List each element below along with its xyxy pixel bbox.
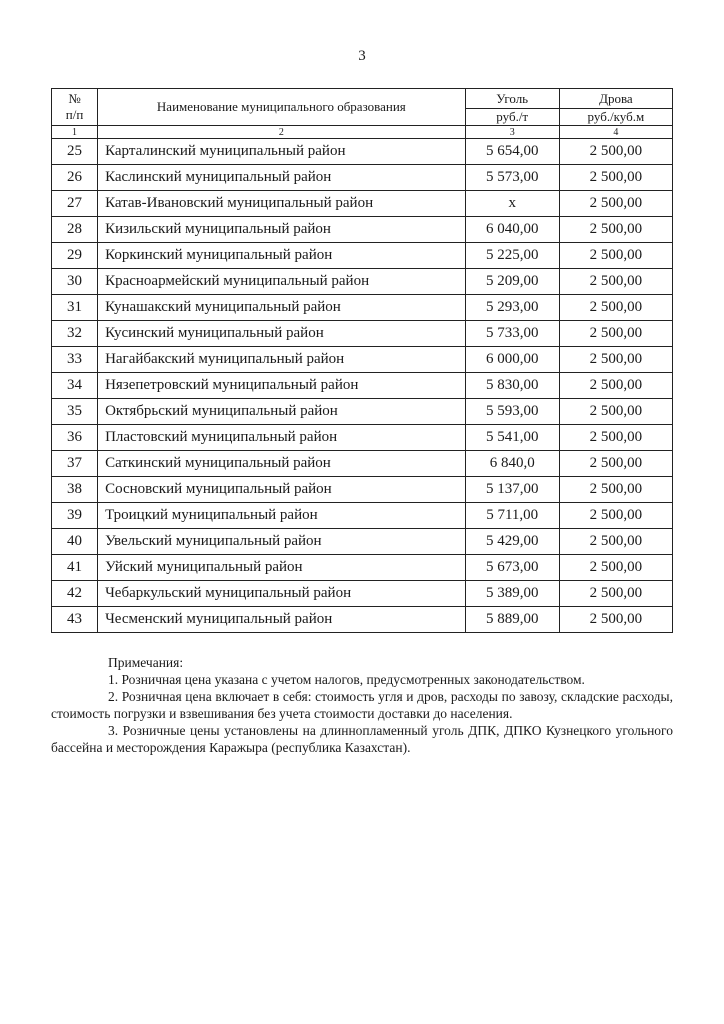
note-item: 1. Розничная цена указана с учетом налогов, предусмотренных законодательством. — [108, 672, 585, 687]
header-number — [52, 89, 98, 126]
table-column-index-row — [52, 126, 673, 139]
header-number-symbol: № — [68, 91, 81, 106]
header-wood-unit: руб./куб.м — [559, 109, 672, 126]
table-row — [52, 399, 673, 425]
row-number: 37 — [52, 451, 98, 477]
municipality-name: Чебаркульский муниципальный район — [98, 581, 466, 607]
header-number-abbr: п/п — [65, 107, 84, 122]
row-number: 42 — [52, 581, 98, 607]
row-number: 25 — [52, 139, 98, 165]
wood-price: 2 500,00 — [559, 581, 672, 607]
coal-price: 5 593,00 — [465, 399, 559, 425]
row-number: 34 — [52, 373, 98, 399]
wood-price: 2 500,00 — [559, 165, 672, 191]
municipality-name: Октябрьский муниципальный район — [98, 399, 466, 425]
table-row — [52, 373, 673, 399]
wood-price: 2 500,00 — [559, 555, 672, 581]
coal-price: 5 137,00 — [465, 477, 559, 503]
municipality-name: Пластовский муниципальный район — [98, 425, 466, 451]
coal-price: 5 541,00 — [465, 425, 559, 451]
municipality-name: Уйский муниципальный район — [98, 555, 466, 581]
coal-price: 5 573,00 — [465, 165, 559, 191]
header-coal-unit: руб./т — [465, 109, 559, 126]
coal-price: 6 000,00 — [465, 347, 559, 373]
table-row — [52, 451, 673, 477]
table-row — [52, 191, 673, 217]
wood-price: 2 500,00 — [559, 399, 672, 425]
wood-price: 2 500,00 — [559, 503, 672, 529]
table-row — [52, 295, 673, 321]
coal-price: 5 673,00 — [465, 555, 559, 581]
coal-price: 5 889,00 — [465, 607, 559, 633]
municipality-name: Кусинский муниципальный район — [98, 321, 466, 347]
row-number: 32 — [52, 321, 98, 347]
wood-price: 2 500,00 — [559, 477, 672, 503]
coal-price: 5 225,00 — [465, 243, 559, 269]
table-row — [52, 555, 673, 581]
table-row — [52, 243, 673, 269]
note-item: 2. Розничная цена включает в себя: стоимость угля и дров, расходы по завозу, складские расходы, стоимость погрузки и взвешивания без учета стоимости доставки до населения. — [51, 689, 673, 721]
coal-price: 5 654,00 — [465, 139, 559, 165]
row-number: 41 — [52, 555, 98, 581]
row-number: 43 — [52, 607, 98, 633]
row-number: 29 — [52, 243, 98, 269]
wood-price: 2 500,00 — [559, 295, 672, 321]
row-number: 39 — [52, 503, 98, 529]
coal-price: 6 840,0 — [465, 451, 559, 477]
row-number: 40 — [52, 529, 98, 555]
table-row — [52, 217, 673, 243]
municipality-name: Каслинский муниципальный район — [98, 165, 466, 191]
table-header-row — [52, 89, 673, 109]
municipality-name: Кизильский муниципальный район — [98, 217, 466, 243]
table-row — [52, 477, 673, 503]
column-index: 2 — [98, 126, 466, 139]
row-number: 38 — [52, 477, 98, 503]
wood-price: 2 500,00 — [559, 269, 672, 295]
municipality-name: Карталинский муниципальный район — [98, 139, 466, 165]
row-number: 36 — [52, 425, 98, 451]
table-row — [52, 347, 673, 373]
page-number: 3 — [358, 48, 366, 64]
table-row — [52, 607, 673, 633]
column-index: 3 — [465, 126, 559, 139]
coal-price: 5 830,00 — [465, 373, 559, 399]
table-row — [52, 503, 673, 529]
municipality-name: Нязепетровский муниципальный район — [98, 373, 466, 399]
municipality-name: Кунашакский муниципальный район — [98, 295, 466, 321]
row-number: 33 — [52, 347, 98, 373]
coal-price: 5 293,00 — [465, 295, 559, 321]
municipality-name: Увельский муниципальный район — [98, 529, 466, 555]
coal-price: 5 209,00 — [465, 269, 559, 295]
notes — [51, 654, 673, 756]
wood-price: 2 500,00 — [559, 607, 672, 633]
notes-title: Примечания: — [108, 655, 184, 670]
wood-price: 2 500,00 — [559, 425, 672, 451]
municipality-name: Коркинский муниципальный район — [98, 243, 466, 269]
table-row — [52, 269, 673, 295]
wood-price: 2 500,00 — [559, 373, 672, 399]
wood-price: 2 500,00 — [559, 139, 672, 165]
coal-price: 5 733,00 — [465, 321, 559, 347]
column-index: 4 — [559, 126, 672, 139]
wood-price: 2 500,00 — [559, 321, 672, 347]
wood-price: 2 500,00 — [559, 217, 672, 243]
wood-price: 2 500,00 — [559, 529, 672, 555]
wood-price: 2 500,00 — [559, 451, 672, 477]
table-row — [52, 529, 673, 555]
price-table — [51, 88, 673, 633]
row-number: 35 — [52, 399, 98, 425]
municipality-name: Саткинский муниципальный район — [98, 451, 466, 477]
table-row — [52, 321, 673, 347]
table-row — [52, 139, 673, 165]
table-row — [52, 581, 673, 607]
header-municipality: Наименование муниципального образования — [98, 89, 466, 126]
wood-price: 2 500,00 — [559, 191, 672, 217]
municipality-name: Катав-Ивановский муниципальный район — [98, 191, 466, 217]
row-number: 26 — [52, 165, 98, 191]
row-number: 31 — [52, 295, 98, 321]
note-item: 3. Розничные цены установлены на длиннопламенный уголь ДПК, ДПКО Кузнецкого угольного бассейна и месторождения Каражыра (республика Казахстан). — [51, 723, 673, 755]
column-index: 1 — [52, 126, 98, 139]
header-wood: Дрова — [559, 89, 672, 109]
header-coal: Уголь — [465, 89, 559, 109]
municipality-name: Чесменский муниципальный район — [98, 607, 466, 633]
municipality-name: Сосновский муниципальный район — [98, 477, 466, 503]
row-number: 27 — [52, 191, 98, 217]
table-body — [52, 139, 673, 633]
row-number: 28 — [52, 217, 98, 243]
wood-price: 2 500,00 — [559, 243, 672, 269]
wood-price: 2 500,00 — [559, 347, 672, 373]
municipality-name: Красноармейский муниципальный район — [98, 269, 466, 295]
coal-price: х — [465, 191, 559, 217]
row-number: 30 — [52, 269, 98, 295]
coal-price: 5 429,00 — [465, 529, 559, 555]
coal-price: 5 711,00 — [465, 503, 559, 529]
coal-price: 5 389,00 — [465, 581, 559, 607]
table-row — [52, 165, 673, 191]
table-row — [52, 425, 673, 451]
municipality-name: Троицкий муниципальный район — [98, 503, 466, 529]
municipality-name: Нагайбакский муниципальный район — [98, 347, 466, 373]
coal-price: 6 040,00 — [465, 217, 559, 243]
